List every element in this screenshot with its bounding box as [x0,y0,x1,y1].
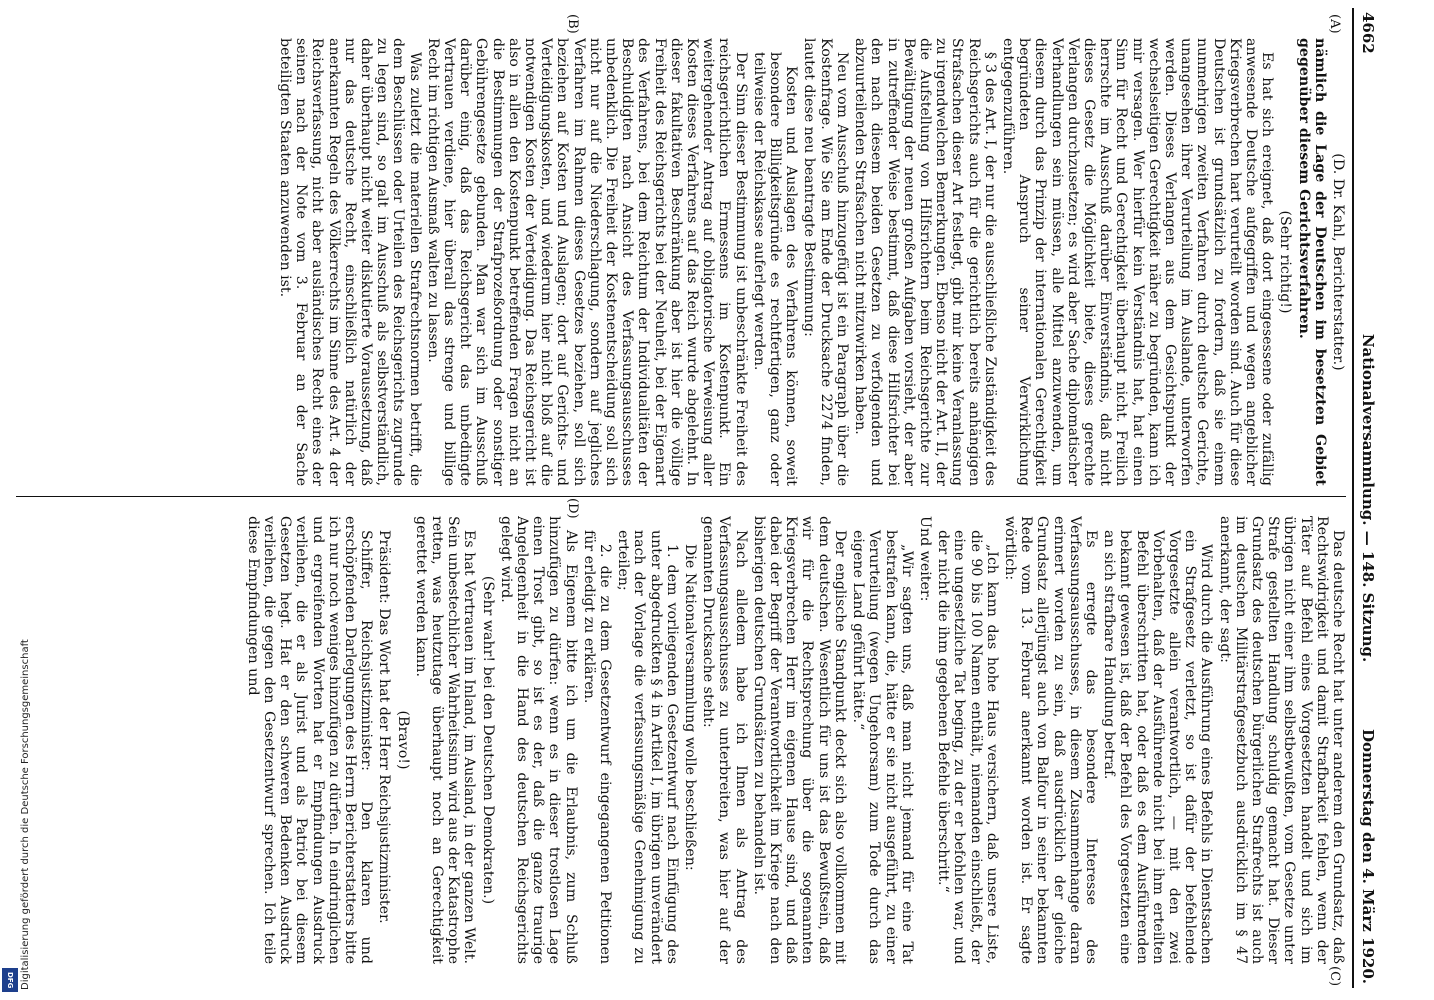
quoted-provision: Wird durch die Ausführung eines Befehls in Dienstsachen ein Strafgesetz verletzt, so ist dafür der befehlende Vorgesetzte allein verantwortlich, — mit den zwei Vorbehalten, daß der Ausführende nicht bei ihm erteilten Befehl überschritten hat, oder daß es dem Ausführenden bekannt gewesen ist, daß der Befehl des Vorgesetzten eine an sich strafbare Handlung betraf. [1101,530,1215,964]
dfg-logo-icon: DFG [2,968,18,992]
paragraph: Nach alledem habe ich Ihnen als Antrag des Verfassungsausschusses zu unterbreiten, was hier auf der genannten Drucksache steht: [700,516,749,964]
paragraph: § 3 des Art. I, der nur die ausschließliche Zuständigkeit des Reichsgerichts auch für die gerichtlich bereits anhängigen Strafsachen dieser Art festlegt, gibt mir keine Veranlassung zu irgendwelchen Bemerkungen. Ebenso nicht der Art. II, der die Aufstellung von Hilfsrichtern beim Reichsgerichte zur Bewältigung der neuen großen Aufgaben vorsieht, der aber in zutreffender Weise bestimmt, daß diese Hilfsrichter bei den nach diesem beiden Gesetzen zu verfolgenden und abzuurteilenden Strafsachen nicht mitzuwirken haben. [852,38,998,486]
motion-item: 1. dem vorliegenden Gesetzentwurf nach Einfügung des unter abgedruckten § 4 in Artikel I, im übrigen unverändert nach der Vorlage die verfassungsmäßige Genehmigung zu erteilen; [615,530,680,964]
interjection: (Sehr wahr! bei den Deutschen Demokraten.) [479,575,496,905]
paragraph: nämlich die Lage der Deutschen im besetzten Gebiet gegenüber diesem Gerichtsverfahren. [1295,38,1328,486]
paragraph: Es erregte das besondere Interesse des Verfassungsausschusses, in diesem Zusammenhange daran erinnert worden zu sein, daß ausdrücklich der gleiche Grundsatz allerjüngst auch von Balfour in seiner bekannten Rede vom 13. Februar anerkannt worden ist. Er sagte wörtlich: [1001,516,1099,964]
page-title: Nationalversammlung. — 148. Sitzung. [1359,333,1377,663]
right-text-column [16,516,1346,964]
margin-marker-b: (B) [565,14,580,34]
rotated-page [0,8,1380,988]
paragraph: Der Sinn dieser Bestimmung ist unbeschränkte Freiheit des reichsgerichtlichen Ermessens im Kostenpunkt. Ein weitergehender Antrag auf obligatorische Verweisung aller Kosten dieses Verfahrens auf das Reich wurde abgelehnt. In dieser fakultativen Beschränkung aber ist hier die völlige Freiheit des Reichsgerichts bei der Neuheit, bei der Eigenart des Verfahrens, bei dem Reichtum der Individualitäten der Beschuldigten nach Ansicht des Verfassungsausschusses unbedenklich. Die Freiheit der Kostenentscheidung soll sich nicht nur auf die Niederschlagung, sondern auf jegliches Verfahren im Rahmen dieses Gesetzes beziehen, soll sich beziehen auf Kosten und Auslagen; dort auf Gerichts- und Verteidigungskosten, und wiederum hier nicht bloß auf die notwendigen Kosten der Verteidigung. Das Reichsgericht ist also in allen den Kostenpunkt betreffenden Fragen nicht an die Bestimmungen der Strafprozeßordnung oder sonstiger Gebührengesetze gebunden. Man war sich im Ausschuß darüber einig, daß das Reichsgericht das unbedingte Vertrauen verdiene, hier überall das strenge und billige Recht im richtigen Ausmaß walten zu lassen. [424,38,749,486]
paragraph: Es hat Vertrauen im Inland, im Ausland, in der ganzen Welt. Sein unbestechlicher Wahrheitssinn wird aus der Katastrophe retten, was heutzutage überhaupt noch an Gerechtigkeit gerettet werden kann. [412,516,478,964]
margin-marker-a: (A) [1327,14,1342,34]
page-header [1352,8,1380,988]
paragraph: Was zuletzt die materiellen Strafrechtsnormen betrifft, die dem Beschlüssen oder Urteilen des Reichsgerichts zugrunde zu legen sind, so galt im Ausschuß als selbstverständlich, daher überhaupt nicht weiter diskutierte Voraussetzung, daß nur das deutsche Recht, einschließlich natürlich der anerkannten Regeln des Völkerrechts im Sinne des Art. 4 der Reichsverfassung, nicht aber ausländisches Recht eines der seinen nach der Note vom 3. Februar an der Sache beteiligten Staaten anzuwenden ist. [277,38,423,486]
interjection: (Sehr richtig!) [1277,210,1294,314]
paragraph: Es hat sich ereignet, daß dort eingesessene oder zufällig anwesende Deutsche aufgegriffen und wegen angeblicher Kriegsverbrechen hart verurteilt worden sind. Auch für diese Deutschen ist grundsätzlich zu fordern, daß sie einem nunmehrigen zweiten Verfahren durch deutsche Gerichte, unangesehen ihrer Verurteilung im Auslande, unterworfen werden. Dieses Verlangen aus dem Gesichtspunkt der wechselseitigen Gerechtigkeit näher zu begründen, kann ich mir versagen. Wer hierfür kein Verständnis hat, hat einen Sinn für Recht und Gerechtigkeit überhaupt nicht. Freilich herrschte im Ausschuß darüber Einverständnis, daß nicht dieses Gesetz die Möglichkeit biete, dieses gerechte Verlangen durchzusetzen; es wird aber Sache diplomatischer Verhandlungen sein müssen, alle Mittel anzuwenden, um diesem durch das Prinzip der internationalen Gerechtigkeit begründeten Anspruch seiner Verwirklichung entgegenzuführen. [999,38,1276,486]
column-divider [16,496,1346,497]
paragraph: Präsident: Das Wort hat der Herr Reichsjustizminister. [376,530,393,924]
paragraph: Der englische Standpunkt deckt sich also vollkommen mit dem deutschen. Wesentlich für uns ist das Bewußtsein, daß wir für die Rechtsprechung über die sogenannten Kriegsverbrechen Herr im eigenen Hause sind, und daß dabei der Begriff der Verantwortlichkeit im Kriege nach den bisherigen deutschen Grundsätzen zu behandeln ist. [750,516,848,964]
digitization-credit: Digitalisierung gefördert durch die Deutsche Forschungsgemeinschaft [20,639,31,990]
interjection: (Bravo!) [394,710,411,770]
page-number: 4662 [1359,12,1377,54]
quotation: „Wir sagten uns, daß man nicht jemand für eine Tat bestrafen kann, die, hätte er sie nicht ausgeführt, zu einer Verurteilung (wegen Ungehorsam) zum Tode durch das eigene Land geführt hätte.“ [850,530,915,964]
margin-marker-d: (D) [565,498,580,519]
paragraph: Und weiter: [916,516,933,602]
quotation: „Ich kann das hohe Haus versichern, daß unsere Liste, die 90 bis 100 Namen enthält, niemanden einschließt, der eine ungesetzliche Tat beging, zu der er befohlen war, und der nicht die ihm gegebenen Befehle überschritt.“ [935,530,1000,964]
motion-item: 2. die zu dem Gesetzentwurf eingegangenen Petitionen für erledigt zu erklären. [580,530,614,964]
paragraph: Schiffer, Reichsjustizminister: Den klaren und erschöpfenden Darlegungen des Herrn Berichterstatters bitte ich nur noch weniges hinzufügen zu dürfen. In eindringlichen und ergreifenden Worten hat er Empfindungen Ausdruck verliehen, die er als Jurist und als Patriot bei diesem Gesetzen hegt. Hat er den schweren Bedenken Ausdruck verliehen, die gegen den Gesetzentwurf sprechen. Ich teile diese Empfindungen und [244,516,375,964]
margin-marker-c: (C) [1327,966,1342,987]
quoted-provision: Kosten und Auslagen des Verfahrens können, soweit besondere Billigkeitsgründe es rechtfertigen, ganz oder teilweise der Reichskasse auferlegt werden. [750,52,800,486]
paragraph: Neu vom Ausschuß hinzugefügt ist ein Paragraph über die Kostenfrage. Wie Sie am Ende der Drucksache 2274 finden, lautet diese neu beantragte Bestimmung: [801,38,850,486]
paragraph: Das deutsche Recht hat unter anderem den Grundsatz, daß Rechtswidrigkeit und damit Strafbarkeit fehlen, wenn der Täter auf Befehl eines Vorgesetzten handelt und sich im übrigen nicht einer ihm selbstbewußten, vom Gesetze unter Strafe gestellten Handlung schuldig gemacht hat. Dieser Grundsatz des deutschen bürgerlichen Strafrechts ist auch im deutschen Militärstrafgesetzbuch ausdrücklich im § 47 anerkannt, der sagt: [1216,516,1346,964]
paragraph: Als Eigenem bitte ich um die Erlaubnis, zum Schluß hinzufügen zu dürfen: wenn es in dieser trostlosen Lage einen Trost gibt, so ist es der, daß die ganze traurige Angelegenheit in die Hand des deutschen Reichsgerichts gelegt wird. [497,516,579,964]
motion-intro: Die Nationalversammlung wolle beschließen: [682,544,699,871]
page-date: Donnerstag den 4. März 1920. [1359,728,1377,984]
left-text-column [16,38,1346,486]
speaker-attribution: (D. Dr. Kahl, Berichterstatter.) [1330,153,1346,371]
